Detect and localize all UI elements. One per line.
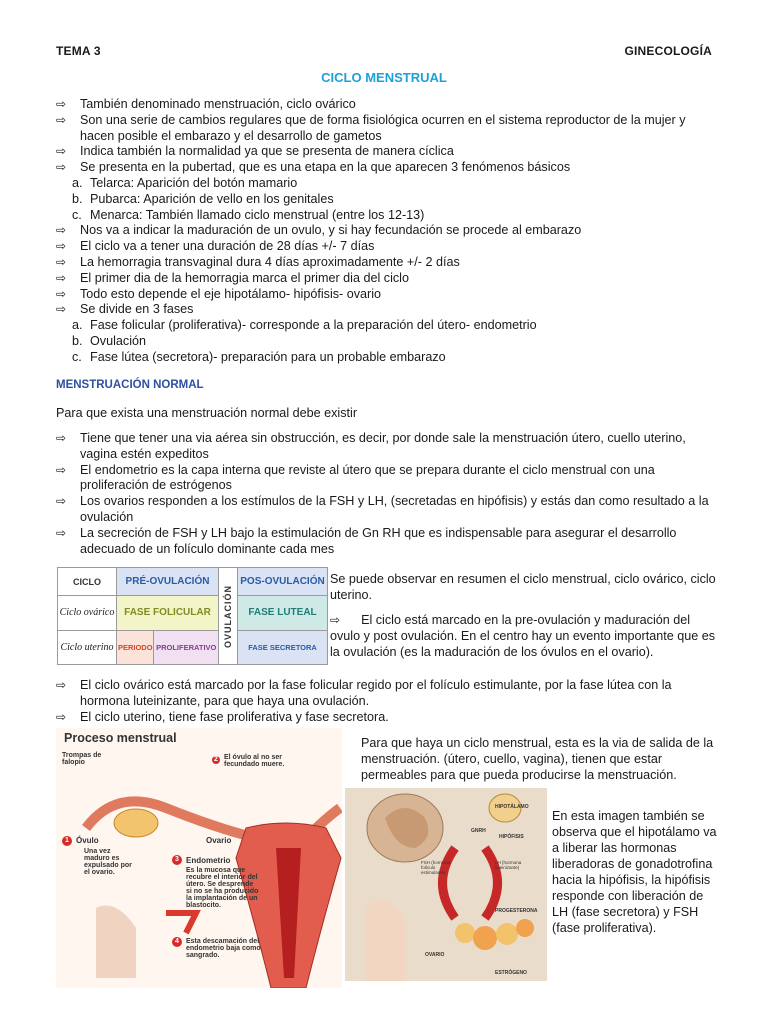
normal-list (56, 431, 716, 557)
phases-list (56, 318, 716, 365)
arrow-icon: ⇨ (56, 431, 67, 445)
list-item: ⇨ Tiene que tener una via aérea sin obstrucción, es decir, por donde sale la menstruación útero, cuello uterino, vagina estén expeditos (56, 431, 686, 461)
label-lh: LH (hormona luteinizante) (495, 860, 522, 870)
list-item: ⇨ Los ovarios responden a los estímulos de la FSH y LH, (secretadas en hipófisis) y estás dan como resultado a la ovulación (56, 494, 709, 524)
table-ovulation-column (219, 568, 238, 665)
ovulation-label: OVULACIÓN (223, 584, 233, 648)
arrow-icon: ⇨ (56, 254, 67, 269)
arrow-icon: ⇨ (56, 525, 67, 540)
right-paragraph-1: Para que haya un ciclo menstrual, esta es la via de salida de la menstruación. (útero, cuello, vagina), tienen que estar permeables para que pueda producirse la menstruación. (361, 736, 714, 782)
step-3-badge: 3 (172, 855, 182, 865)
step-2-badge: 2 (212, 756, 220, 764)
page-title: CICLO MENSTRUAL (321, 70, 447, 85)
label-descamacion: Esta descamación del endometrio baja como sangrado. (186, 938, 261, 959)
list-item: ⇨ El primer dia de la hemorragia marca el primer dia del ciclo (56, 270, 409, 285)
arrow-icon: ⇨ (56, 709, 67, 724)
row-label-ovarico: Ciclo ovárico (58, 596, 117, 630)
list-item: ⇨ Todo esto depende el eje hipotálamo- hipófisis- ovario (56, 286, 382, 301)
cell-proliferativo: PROLIFERATIVO (154, 630, 219, 664)
sub-item: c. Fase lútea (secretora)- preparación para un probable embarazo (72, 349, 446, 364)
arrow-icon: ⇨ (56, 97, 67, 111)
arrow-icon: ⇨ (56, 270, 67, 285)
arrow-icon: ⇨ (56, 223, 67, 238)
cycle-notes-list (56, 678, 716, 725)
hormonal-axis-illustration (345, 788, 547, 981)
list-item: ⇨ La secreción de FSH y LH bajo la estimulación de Gn RH que es indispensable para asegurar el desarrollo adecuado de un folículo dominante cada mes (56, 525, 677, 556)
label-endometrio: Endometrio (186, 856, 231, 865)
section-paragraph: Para que exista una menstruación normal debe existir (56, 406, 358, 420)
table-header-ciclo: CICLO (58, 568, 117, 596)
section-heading: MENSTRUACIÓN NORMAL (56, 379, 204, 391)
table-header-pos: POS-OVULACIÓN (238, 568, 328, 596)
label-ovulo-muere: El óvulo al no ser fecundado muere. (224, 754, 285, 768)
label-trompas: Trompas de falopio (62, 752, 102, 766)
sub-item: b. Pubarca: Aparición de vello en los genitales (72, 191, 334, 206)
step-1-badge: 1 (62, 836, 72, 846)
list-item: ⇨ Indica también la normalidad ya que se presenta de manera cíclica (56, 144, 454, 159)
label-hipotalamo: HIPOTÁLAMO (495, 804, 529, 810)
list-item: ⇨ El ciclo ovárico está marcado por la fase folicular regido por el folículo estimulante, por la fase lútea con la hormona luteinizante, para que haya una ovulación. (56, 678, 672, 708)
arrow-icon: ⇨ (56, 302, 67, 317)
arrow-icon: ⇨ (330, 613, 341, 627)
arrow-icon: ⇨ (56, 239, 67, 254)
label-ovulo: Óvulo (76, 836, 99, 845)
label-gnrh: GNRH (471, 828, 486, 834)
label-progesterona: PROGESTERONA (495, 908, 538, 914)
arrow-icon: ⇨ (56, 112, 67, 127)
sub-item: c. Menarca: También llamado ciclo menstrual (entre los 12-13) (72, 207, 425, 222)
cell-fase-luteal: FASE LUTEAL (238, 596, 328, 630)
label-fsh: FSH (hormona folículo estimulante) (421, 860, 451, 875)
cycle-table (57, 567, 328, 665)
list-item: ⇨ La hemorragia transvaginal dura 4 días aproximadamente +/- 2 días (56, 254, 460, 269)
list-item: ⇨ El ciclo uterino, tiene fase proliferativa y fase secretora. (56, 709, 389, 724)
sub-item: b. Ovulación (72, 333, 147, 348)
label-estrogeno: ESTRÓGENO (495, 970, 527, 976)
right-paragraph-2: En esta imagen también se observa que el hipotálamo va a liberar las hormonas liberadoras de gonadotrofina hacia la hipófisis, la hipófisis responde con liberación de LH (fase secretora) y FSH (fase proliferativa). (552, 809, 717, 935)
label-endometrio-desc: Es la mucosa que recubre el interior del útero. Se desprende si no se ha producido la implantación de un blastocito. (186, 867, 259, 909)
list-item: ⇨ El ciclo va a tener una duración de 28 días +/- 7 días (56, 239, 375, 254)
cell-fase-folicular: FASE FOLICULAR (117, 596, 219, 630)
arrow-icon: ⇨ (56, 286, 67, 301)
cell-fase-secretora: FASE SECRETORA (238, 630, 328, 664)
sub-item: a. Telarca: Aparición del botón mamario (72, 175, 298, 190)
table-side-item: ⇨ El ciclo está marcado en la pre-ovulación y maduración del ovulo y post ovulación. En el centro hay un evento importante que es la ovulación (es la maduración de los óvulos en el ovario). (330, 613, 716, 659)
list-item: ⇨ Nos va a indicar la maduración de un ovulo, y si hay fecundación se procede al embarazo (56, 223, 582, 238)
label-ovulo-desc: Una vez maduro es expulsado por el ovario. (84, 848, 132, 876)
table-header-pre: PRÉ-OVULACIÓN (117, 568, 219, 596)
arrow-icon: ⇨ (56, 494, 67, 509)
arrow-icon: ⇨ (56, 144, 67, 159)
intro-list (56, 97, 716, 366)
header-topic: TEMA 3 (56, 44, 101, 58)
label-ovario: OVARIO (425, 952, 445, 958)
arrow-icon: ⇨ (56, 462, 67, 477)
list-item: ⇨ Se presenta en la pubertad, que es una etapa en la que aparecen 3 fenómenos básicos a. Telarca: Aparición del botón mamario b. Pubarca: Aparición de vello en los genitales c. Menarca: También llamado ciclo menstrual (entre los 12-13) (56, 160, 716, 223)
list-item: ⇨ Se divide en 3 fases a. Fase folicular (proliferativa)- corresponde a la preparación del útero- endometrio b. Ovulación c. Fase lútea (secretora)- preparación para un probable embarazo (56, 302, 716, 365)
header-subject: GINECOLOGÍA (624, 44, 712, 58)
figure-title: Proceso menstrual (64, 731, 177, 745)
label-ovario: Ovario (206, 836, 232, 845)
sub-item: a. Fase folicular (proliferativa)- corresponde a la preparación del útero- endometrio (72, 318, 537, 333)
label-hipofisis: HIPÓFISIS (499, 834, 524, 840)
hormonal-axis-figure (345, 788, 547, 981)
list-item: ⇨ El endometrio es la capa interna que reviste al útero que se prepara durante el ciclo menstrual con una proliferación de estrógenos (56, 462, 655, 493)
step-4-badge: 4 (172, 937, 182, 947)
row-label-uterino: Ciclo uterino (58, 630, 117, 664)
arrow-icon: ⇨ (56, 678, 67, 692)
list-item: ⇨ También denominado menstruación, ciclo ovárico (56, 97, 356, 111)
table-side-text: Se puede observar en resumen el ciclo menstrual, ciclo ovárico, ciclo uterino. (330, 572, 716, 602)
cell-periodo: PERIODO (117, 630, 154, 664)
list-item: ⇨ Son una serie de cambios regulares que de forma fisiológica ocurren en el sistema reproductor de la mujer y hacen posible el embarazo y el desarrollo de gametos (56, 112, 686, 143)
phenomena-list (56, 176, 716, 223)
arrow-icon: ⇨ (56, 160, 67, 175)
menstrual-process-figure (56, 728, 342, 988)
